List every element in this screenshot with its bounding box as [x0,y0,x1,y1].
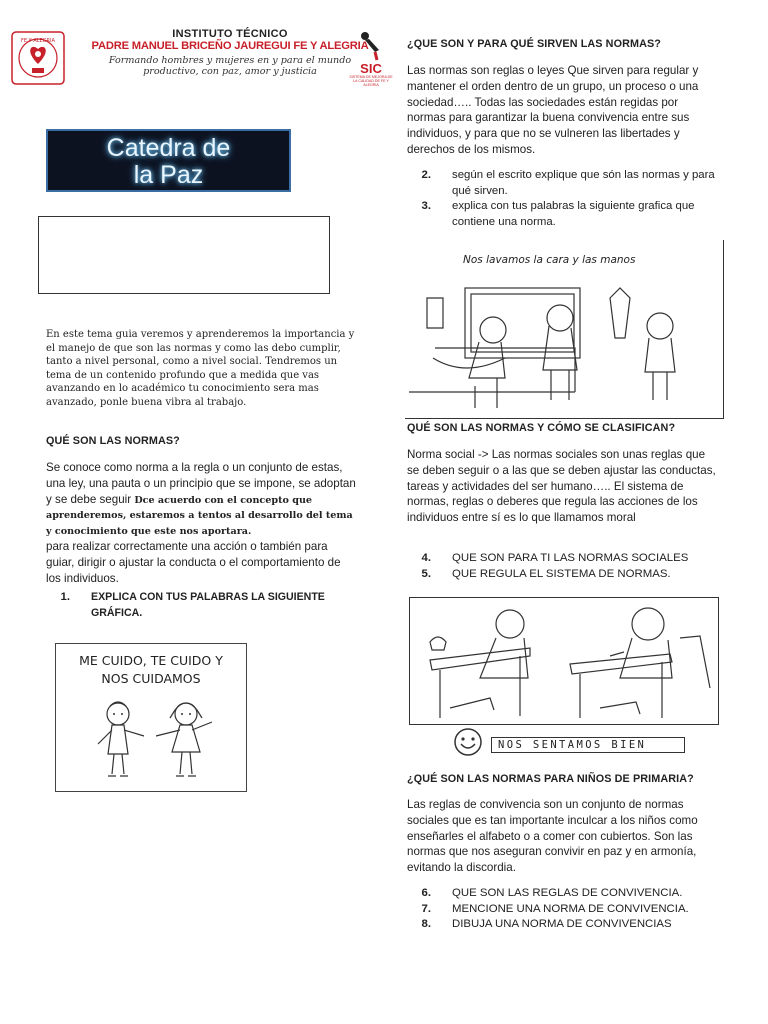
me-cuido-caption-2: NOS CUIDAMOS [101,671,201,686]
sic-logo [348,30,394,86]
question-number: 4. [421,552,431,564]
sic-caption: SISTEMA DE MEJORA DE LA CALIDAD DE FE Y ALEGRIA [349,75,393,87]
institution-line2: PADRE MANUEL BRICEÑO JAUREGUI FE Y ALEGRIA [91,40,369,52]
normas-paragraph: Las normas son reglas o leyes Que sirven para regular y mantener el orden dentro de un grupo, un proceso o una sociedad….. Todas las sociedades están regidas por normas para garantizar la buena convivencia entre sus individuos, y para que no se vulneren las libertades y derechos de los mismos. [407,64,699,156]
question-number: 2. [421,169,431,181]
question-number: 8. [421,918,431,931]
question-3 [407,199,719,230]
washing-hands-image [405,240,724,419]
question-number: 1. [60,591,70,603]
question-text: QUE SON PARA TI LAS NORMAS SOCIALES [452,552,689,564]
me-cuido-image [55,643,247,792]
question-number: 7. [421,902,431,915]
section-heading-clasifican: QUÉ SON LAS NORMAS Y CÓMO SE CLASIFICAN? [407,422,676,434]
section-heading-sirven: ¿QUE SON Y PARA QUÉ SIRVEN LAS NORMAS? [407,38,661,50]
question-8 [407,917,719,933]
question-text: EXPLICA CON TUS PALABRAS LA SIGUIENTE GRÁFICA. [91,591,325,619]
banner-line1: Catedra de [106,134,231,162]
question-number: 6. [421,887,431,899]
question-number: 3. [421,200,431,213]
question-list-2 [407,551,719,582]
sitting-image [409,597,719,761]
section-heading-que-son: QUÉ SON LAS NORMAS? [46,435,180,447]
question-6 [407,886,719,902]
sic-figure-icon [357,30,385,62]
seal-text: FE Y ALEGRIA [21,38,55,44]
banner-line2: la Paz [133,161,204,189]
children-holding-hands-illustration [56,692,246,792]
convivencia-paragraph: Las reglas de convivencia son un conjunto de normas sociales que es tan importante inculcar a los niños como enseñarles el alfabeto o a comer con cubiertos. Son las normas que nos aseguran convivir en paz y en armonía, evitando la discordia. [407,798,698,875]
student-name-box[interactable] [38,216,330,294]
question-text: explica con tus palabras la siguiente grafica que contiene una norma. [452,200,695,228]
question-7 [407,902,719,918]
sic-text: SIC [360,61,382,76]
question-5 [407,567,719,583]
question-2 [407,168,719,199]
institution-line1: INSTITUTO TÉCNICO [172,28,288,40]
washing-caption: Nos lavamos la cara y las manos [463,254,636,266]
header [10,28,395,88]
norma-social-paragraph: Norma social -> Las normas sociales son unas reglas que se deben seguir o a las que se deben ajustar las conductas, tareas y actividades del ser humano….. El sistema de normas, reglas o deberes que regula las acciones de los individuos entre sí es lo que llamamos moral [407,448,716,525]
section-heading-primaria: ¿QUÉ SON LAS NORMAS PARA NIÑOS DE PRIMARIA? [407,773,694,785]
question-text: MENCIONE UNA NORMA DE CONVIVENCIA. [452,902,689,915]
school-seal-logo [10,30,66,86]
sitting-caption: NOS SENTAMOS BIEN [491,737,685,753]
definition-continued: para realizar correctamente una acción o también para guiar, dirigir o ajustar la conducta o el comportamiento de los individuos. [46,539,341,585]
motto-line2: productivo, con paz, amor y justicia [143,66,317,77]
definition-bold: Dce acuerdo con el concepto que aprenderemos, estaremos a tentos al desarrollo del tema y conocimiento que este nos aportara. [46,494,353,538]
smiley-face-icon [453,727,483,757]
question-number: 5. [421,567,431,580]
question-text: QUE SON LAS REGLAS DE CONVIVENCIA. [452,887,683,899]
children-at-desks-illustration [410,598,718,724]
intro-paragraph: En este tema guia veremos y aprenderemos la importancia y el manejo de que son las normas y como las debo cumplir, tanto a nivel personal, como a nivel social. Tendremos un tema de un contenido profundo que a medida que vas avanzando en lo académico tu conocimiento sera mas avanzado, ponle buena vibra al trabajo. [46,329,355,408]
question-text: DIBUJA UNA NORMA DE CONVIVENCIAS [452,918,672,931]
definition-text: Se conoce como norma a la regla o un conjunto de estas, una ley, una pauta o un principio que se impone, se adoptan y se debe seguir [46,461,356,506]
question-1 [46,590,346,621]
definition-paragraph [46,460,358,586]
me-cuido-caption-1: ME CUIDO, TE CUIDO Y [79,653,223,668]
motto-line1: Formando hombres y mujeres en y para el mundo [108,55,352,66]
sitting-illustration-frame [409,597,719,725]
institution-title [70,28,390,77]
question-4 [407,551,719,567]
children-washing-illustration [405,268,723,418]
question-text: QUE REGULA EL SISTEMA DE NORMAS. [452,567,671,580]
question-list-3 [407,886,719,933]
catedra-banner [46,129,291,192]
question-list-1 [407,168,719,230]
question-text: según el escrito explique que són las normas y para qué sirven. [452,169,715,197]
